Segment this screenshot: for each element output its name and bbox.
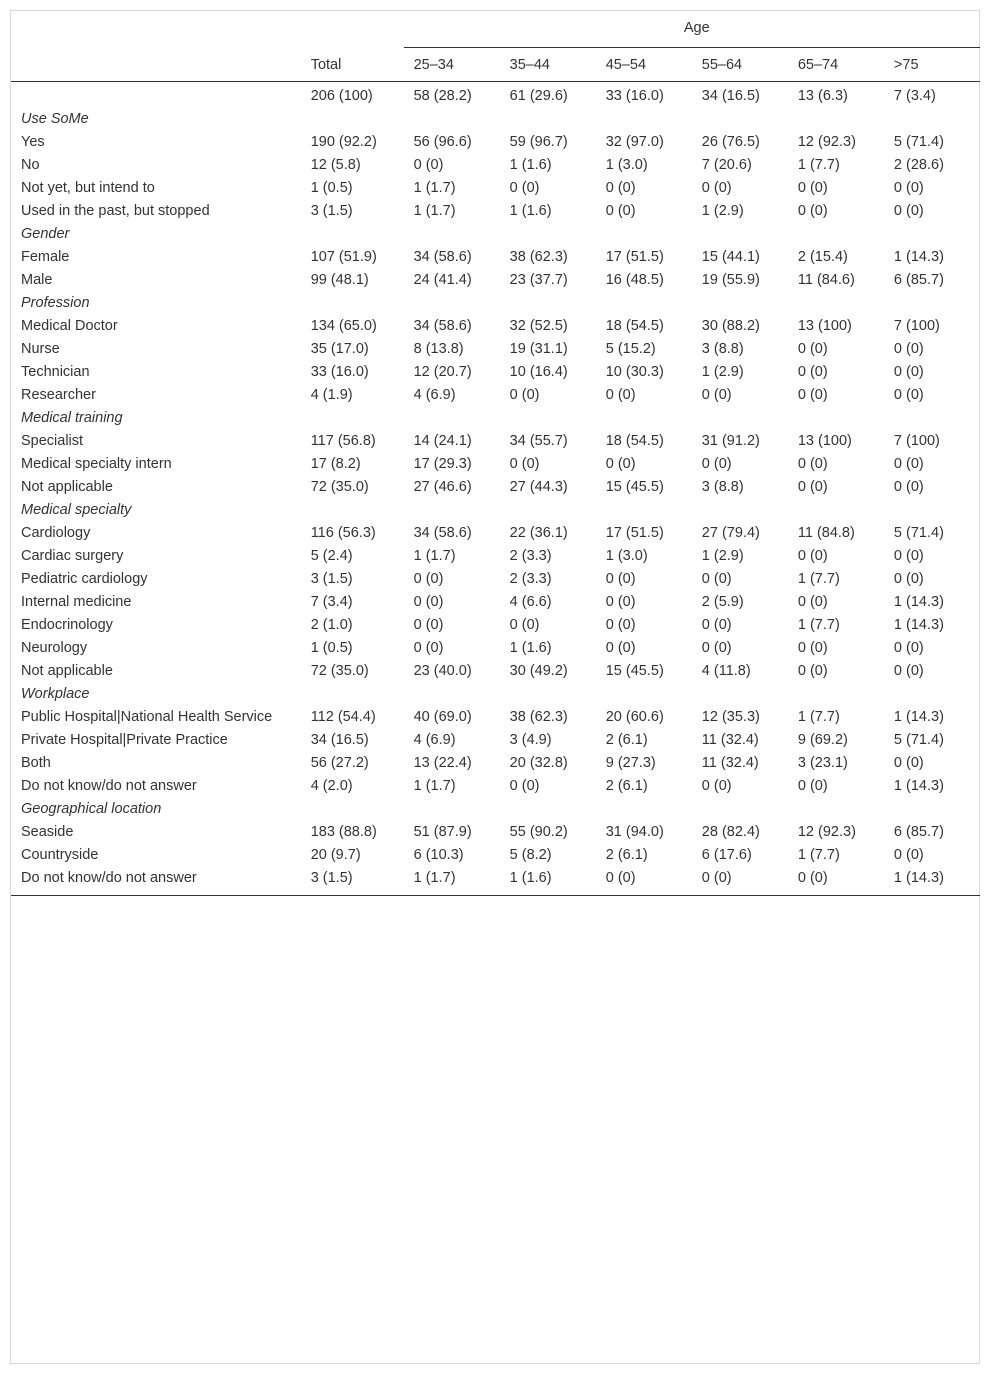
table-cell: 4 (6.9) [413, 732, 456, 748]
table-cell: 13 (100) [797, 433, 852, 449]
table-cell: 12 (20.7) [413, 364, 472, 380]
table-cell: 0 (0) [413, 640, 444, 656]
row-label: Neurology [21, 640, 88, 656]
table-cell: 0 (0) [797, 663, 828, 679]
table-cell: 1 (2.9) [701, 203, 744, 219]
table-cell: 3 (1.5) [310, 203, 353, 219]
column-header-row [11, 48, 980, 82]
table-cell: 26 (76.5) [701, 134, 760, 150]
row-label: Yes [21, 134, 45, 150]
table-cell: 14 (24.1) [413, 433, 472, 449]
age-group-header: Age [404, 12, 980, 48]
table-cell: 1 (14.3) [893, 870, 944, 886]
table-row [11, 822, 980, 845]
table-row [11, 730, 980, 753]
section-heading: Gender [21, 226, 70, 242]
row-label: Female [21, 249, 70, 265]
table-cell: 0 (0) [797, 387, 828, 403]
table-cell: 19 (31.1) [509, 341, 568, 357]
table-cell: 116 (56.3) [310, 525, 376, 541]
table-row [11, 661, 980, 684]
table-cell: 6 (17.6) [701, 847, 752, 863]
table-cell: 5 (71.4) [893, 525, 944, 541]
table-cell: 35 (17.0) [310, 341, 369, 357]
row-label: Not applicable [21, 479, 113, 495]
table-cell: 0 (0) [701, 640, 732, 656]
table-cell: 11 (32.4) [701, 732, 759, 748]
table-cell: 0 (0) [797, 548, 828, 564]
table-cell: 12 (5.8) [310, 157, 361, 173]
table-cell: 0 (0) [701, 617, 732, 633]
table-cell: 0 (0) [797, 180, 828, 196]
table-cell: 2 (6.1) [605, 778, 648, 794]
table-cell: 3 (8.8) [701, 479, 744, 495]
column-header: 25–34 [404, 48, 500, 82]
table-cell: 19 (55.9) [701, 272, 760, 288]
table-cell: 61 (29.6) [509, 88, 568, 104]
table-cell: 112 (54.4) [310, 709, 376, 725]
table-cell: 0 (0) [893, 364, 924, 380]
table-cell: 1 (2.9) [701, 548, 744, 564]
table-cell: 23 (40.0) [413, 663, 472, 679]
table-cell: 1 (14.3) [893, 617, 944, 633]
section-heading: Profession [21, 295, 90, 311]
table-cell: 1 (7.7) [797, 709, 840, 725]
row-label: Cardiology [21, 525, 91, 541]
table-cell: 0 (0) [797, 778, 828, 794]
table-cell: 55 (90.2) [509, 824, 568, 840]
table-cell: 30 (88.2) [701, 318, 760, 334]
table-cell: 1 (14.3) [893, 594, 944, 610]
table-cell: 0 (0) [701, 571, 732, 587]
table-row [11, 454, 980, 477]
table-cell: 0 (0) [413, 157, 444, 173]
table-cell: 0 (0) [509, 778, 540, 794]
table-cell: 5 (2.4) [310, 548, 353, 564]
row-label: Not applicable [21, 663, 113, 679]
table-cell: 11 (84.6) [797, 272, 855, 288]
table-cell: 12 (35.3) [701, 709, 760, 725]
table-cell: 1 (1.7) [413, 548, 456, 564]
table-cell: 1 (14.3) [893, 778, 944, 794]
table-cell: 51 (87.9) [413, 824, 472, 840]
table-cell: 7 (100) [893, 433, 940, 449]
table-cell: 17 (51.5) [605, 525, 664, 541]
table-cell: 7 (3.4) [893, 88, 936, 104]
table-cell: 0 (0) [605, 571, 636, 587]
table-cell: 22 (36.1) [509, 525, 568, 541]
table-cell: 0 (0) [797, 364, 828, 380]
row-label: Seaside [21, 824, 74, 840]
table-cell: 1 (1.7) [413, 203, 456, 219]
table-row [11, 316, 980, 339]
table-cell: 0 (0) [605, 456, 636, 472]
table-cell: 56 (96.6) [413, 134, 472, 150]
table-cell: 0 (0) [413, 571, 444, 587]
section-heading-row [11, 293, 980, 316]
table-bottom-rule [11, 895, 980, 896]
table-cell: 0 (0) [893, 456, 924, 472]
table-cell: 0 (0) [797, 341, 828, 357]
table-cell: 4 (6.9) [413, 387, 456, 403]
table-cell: 6 (85.7) [893, 272, 944, 288]
row-label: Do not know/do not answer [21, 778, 197, 794]
row-label: Do not know/do not answer [21, 870, 197, 886]
table-cell: 0 (0) [701, 778, 732, 794]
table-cell: 0 (0) [605, 640, 636, 656]
table-cell: 1 (0.5) [310, 640, 353, 656]
table-cell: 0 (0) [797, 456, 828, 472]
table-row [11, 431, 980, 454]
table-row [11, 569, 980, 592]
table-cell: 1 (7.7) [797, 847, 840, 863]
table-cell: 1 (1.6) [509, 640, 552, 656]
table-cell: 2 (5.9) [701, 594, 744, 610]
table-cell: 34 (58.6) [413, 249, 472, 265]
table-cell: 34 (16.5) [310, 732, 369, 748]
table-cell: 72 (35.0) [310, 479, 369, 495]
table-cell: 58 (28.2) [413, 88, 472, 104]
table-cell: 17 (51.5) [605, 249, 664, 265]
table-cell: 1 (7.7) [797, 157, 840, 173]
demographics-table [11, 12, 980, 895]
section-heading: Workplace [21, 686, 90, 702]
row-label: Technician [21, 364, 90, 380]
table-cell: 33 (16.0) [310, 364, 369, 380]
column-header [11, 48, 301, 82]
table-cell: 1 (7.7) [797, 571, 840, 587]
table-cell: 16 (48.5) [605, 272, 664, 288]
table-cell: 2 (6.1) [605, 847, 648, 863]
table-cell: 0 (0) [893, 341, 924, 357]
table-header [11, 12, 980, 82]
table-cell: 34 (58.6) [413, 318, 472, 334]
row-label: Male [21, 272, 53, 288]
row-label: Endocrinology [21, 617, 113, 633]
column-header: 45–54 [596, 48, 692, 82]
table-row [11, 385, 980, 408]
table-cell: 0 (0) [797, 640, 828, 656]
table-cell: 10 (16.4) [509, 364, 568, 380]
table-row [11, 707, 980, 730]
table-cell: 3 (1.5) [310, 571, 353, 587]
section-heading-row [11, 408, 980, 431]
table-cell: 32 (97.0) [605, 134, 664, 150]
table-cell: 0 (0) [893, 663, 924, 679]
table-cell: 1 (3.0) [605, 548, 648, 564]
table-row [11, 753, 980, 776]
table-cell: 2 (1.0) [310, 617, 353, 633]
table-cell: 0 (0) [605, 870, 636, 886]
section-heading: Use SoMe [21, 111, 89, 127]
table-cell: 99 (48.1) [310, 272, 369, 288]
table-cell: 0 (0) [893, 180, 924, 196]
table-cell: 9 (69.2) [797, 732, 848, 748]
table-cell: 2 (3.3) [509, 571, 552, 587]
table-cell: 0 (0) [893, 847, 924, 863]
row-label: Researcher [21, 387, 96, 403]
table-cell: 24 (41.4) [413, 272, 472, 288]
table-cell: 4 (11.8) [701, 663, 751, 679]
table-cell: 5 (71.4) [893, 134, 944, 150]
table-row [11, 132, 980, 155]
table-cell: 12 (92.3) [797, 824, 856, 840]
section-heading: Medical specialty [21, 502, 132, 518]
row-label: Private Hospital|Private Practice [21, 732, 228, 748]
table-cell: 1 (0.5) [310, 180, 353, 196]
table-cell: 0 (0) [701, 180, 732, 196]
table-cell: 30 (49.2) [509, 663, 568, 679]
table-row [11, 339, 980, 362]
table-cell: 32 (52.5) [509, 318, 568, 334]
row-label: Pediatric cardiology [21, 571, 148, 587]
table-cell: 1 (1.6) [509, 157, 552, 173]
table-cell: 0 (0) [509, 456, 540, 472]
table-cell: 1 (1.7) [413, 778, 456, 794]
table-cell: 1 (1.6) [509, 870, 552, 886]
table-cell: 0 (0) [509, 180, 540, 196]
table-cell: 17 (29.3) [413, 456, 472, 472]
table-cell: 27 (46.6) [413, 479, 472, 495]
table-cell: 4 (6.6) [509, 594, 552, 610]
table-cell: 0 (0) [605, 203, 636, 219]
table-cell: 15 (45.5) [605, 479, 664, 495]
table-cell: 15 (44.1) [701, 249, 760, 265]
table-cell: 0 (0) [893, 387, 924, 403]
section-heading-row [11, 224, 980, 247]
table-cell: 3 (1.5) [310, 870, 353, 886]
table-cell: 5 (8.2) [509, 847, 552, 863]
table-body [11, 82, 980, 896]
table-cell: 1 (7.7) [797, 617, 840, 633]
table-cell: 15 (45.5) [605, 663, 664, 679]
table-cell: 20 (60.6) [605, 709, 664, 725]
table-row [11, 776, 980, 799]
row-label: Specialist [21, 433, 84, 449]
table-cell: 3 (23.1) [797, 755, 848, 771]
row-label: Nurse [21, 341, 60, 357]
table-row [11, 845, 980, 868]
table-cell: 0 (0) [893, 755, 924, 771]
table-cell: 20 (32.8) [509, 755, 568, 771]
table-cell: 134 (65.0) [310, 318, 377, 334]
row-label: No [21, 157, 40, 173]
table-cell: 40 (69.0) [413, 709, 472, 725]
table-cell: 2 (15.4) [797, 249, 848, 265]
table-cell: 3 (8.8) [701, 341, 744, 357]
section-heading-row [11, 799, 980, 822]
row-label: Countryside [21, 847, 99, 863]
table-cell: 206 (100) [310, 88, 373, 104]
table-cell: 0 (0) [413, 617, 444, 633]
column-header: >75 [884, 48, 980, 82]
table-cell: 17 (8.2) [310, 456, 361, 472]
table-cell: 11 (84.8) [797, 525, 855, 541]
table-cell: 8 (13.8) [413, 341, 464, 357]
row-label: Not yet, but intend to [21, 180, 155, 196]
table-cell: 6 (10.3) [413, 847, 464, 863]
table-cell: 0 (0) [413, 594, 444, 610]
table-cell: 190 (92.2) [310, 134, 377, 150]
table-cell: 20 (9.7) [310, 847, 361, 863]
table-cell: 6 (85.7) [893, 824, 944, 840]
section-heading: Geographical location [21, 801, 162, 817]
row-label: Public Hospital|National Health Service [21, 709, 273, 725]
table-cell: 4 (2.0) [310, 778, 353, 794]
table-row [11, 155, 980, 178]
table-cell: 0 (0) [797, 594, 828, 610]
table-cell: 0 (0) [509, 617, 540, 633]
table-row [11, 638, 980, 661]
table-cell: 1 (2.9) [701, 364, 744, 380]
table-cell: 0 (0) [893, 548, 924, 564]
section-heading-row [11, 109, 980, 132]
table-row [11, 178, 980, 201]
table-row [11, 523, 980, 546]
table-cell: 27 (44.3) [509, 479, 568, 495]
table-row [11, 201, 980, 224]
row-label: Both [21, 755, 51, 771]
table-cell: 31 (91.2) [701, 433, 760, 449]
table-cell: 0 (0) [893, 479, 924, 495]
table-cell: 0 (0) [605, 594, 636, 610]
table-cell: 0 (0) [701, 456, 732, 472]
table-row [11, 82, 980, 110]
table-cell: 2 (3.3) [509, 548, 552, 564]
row-label [11, 82, 301, 110]
section-heading-row [11, 500, 980, 523]
table-cell: 18 (54.5) [605, 433, 664, 449]
table-row [11, 546, 980, 569]
table-cell: 10 (30.3) [605, 364, 664, 380]
table-cell: 23 (37.7) [509, 272, 568, 288]
column-header: 35–44 [500, 48, 596, 82]
table-cell: 34 (16.5) [701, 88, 760, 104]
table-cell: 1 (14.3) [893, 249, 944, 265]
column-header: 55–64 [692, 48, 788, 82]
row-label: Cardiac surgery [21, 548, 124, 564]
header-spacer [11, 12, 404, 48]
table-cell: 4 (1.9) [310, 387, 353, 403]
column-header: 65–74 [788, 48, 884, 82]
section-heading-row [11, 684, 980, 707]
table-cell: 56 (27.2) [310, 755, 369, 771]
table-cell: 0 (0) [605, 387, 636, 403]
table-cell: 1 (1.7) [413, 180, 456, 196]
table-cell: 3 (4.9) [509, 732, 552, 748]
table-cell: 11 (32.4) [701, 755, 759, 771]
table-row [11, 868, 980, 895]
table-row [11, 247, 980, 270]
table-cell: 5 (15.2) [605, 341, 656, 357]
table-cell: 72 (35.0) [310, 663, 369, 679]
table-cell: 18 (54.5) [605, 318, 664, 334]
table-cell: 183 (88.8) [310, 824, 377, 840]
table-cell: 1 (1.6) [509, 203, 552, 219]
table-cell: 7 (3.4) [310, 594, 353, 610]
table-row [11, 477, 980, 500]
table-cell: 31 (94.0) [605, 824, 664, 840]
table-cell: 0 (0) [797, 203, 828, 219]
table-cell: 0 (0) [605, 180, 636, 196]
row-label: Internal medicine [21, 594, 132, 610]
table-cell: 0 (0) [701, 870, 732, 886]
table-row [11, 362, 980, 385]
table-cell: 38 (62.3) [509, 709, 568, 725]
table-cell: 0 (0) [893, 571, 924, 587]
table-cell: 28 (82.4) [701, 824, 760, 840]
column-header: Total [301, 48, 404, 82]
table-cell: 12 (92.3) [797, 134, 856, 150]
table-cell: 7 (20.6) [701, 157, 752, 173]
table-cell: 59 (96.7) [509, 134, 568, 150]
table-cell: 2 (28.6) [893, 157, 944, 173]
age-group-row [11, 12, 980, 48]
table-cell: 0 (0) [893, 203, 924, 219]
table-row [11, 270, 980, 293]
table-cell: 1 (3.0) [605, 157, 648, 173]
table-cell: 0 (0) [701, 387, 732, 403]
table-cell: 2 (6.1) [605, 732, 648, 748]
table-cell: 13 (100) [797, 318, 852, 334]
table-cell: 0 (0) [893, 640, 924, 656]
table-cell: 0 (0) [797, 479, 828, 495]
table-cell: 13 (22.4) [413, 755, 472, 771]
row-label: Medical specialty intern [21, 456, 172, 472]
table-cell: 1 (1.7) [413, 870, 456, 886]
table-cell: 13 (6.3) [797, 88, 848, 104]
table-cell: 7 (100) [893, 318, 940, 334]
table-cell: 27 (79.4) [701, 525, 760, 541]
table-cell: 0 (0) [605, 617, 636, 633]
row-label: Medical Doctor [21, 318, 118, 334]
table-row [11, 592, 980, 615]
table-cell: 0 (0) [509, 387, 540, 403]
table-cell: 0 (0) [797, 870, 828, 886]
table-cell: 38 (62.3) [509, 249, 568, 265]
row-label: Used in the past, but stopped [21, 203, 210, 219]
table-cell: 117 (56.8) [310, 433, 376, 449]
table-row [11, 615, 980, 638]
table-cell: 107 (51.9) [310, 249, 377, 265]
table-cell: 33 (16.0) [605, 88, 664, 104]
table-cell: 5 (71.4) [893, 732, 944, 748]
table-cell: 1 (14.3) [893, 709, 944, 725]
table-cell: 9 (27.3) [605, 755, 656, 771]
section-heading: Medical training [21, 410, 123, 426]
table-cell: 34 (58.6) [413, 525, 472, 541]
table-cell: 34 (55.7) [509, 433, 568, 449]
